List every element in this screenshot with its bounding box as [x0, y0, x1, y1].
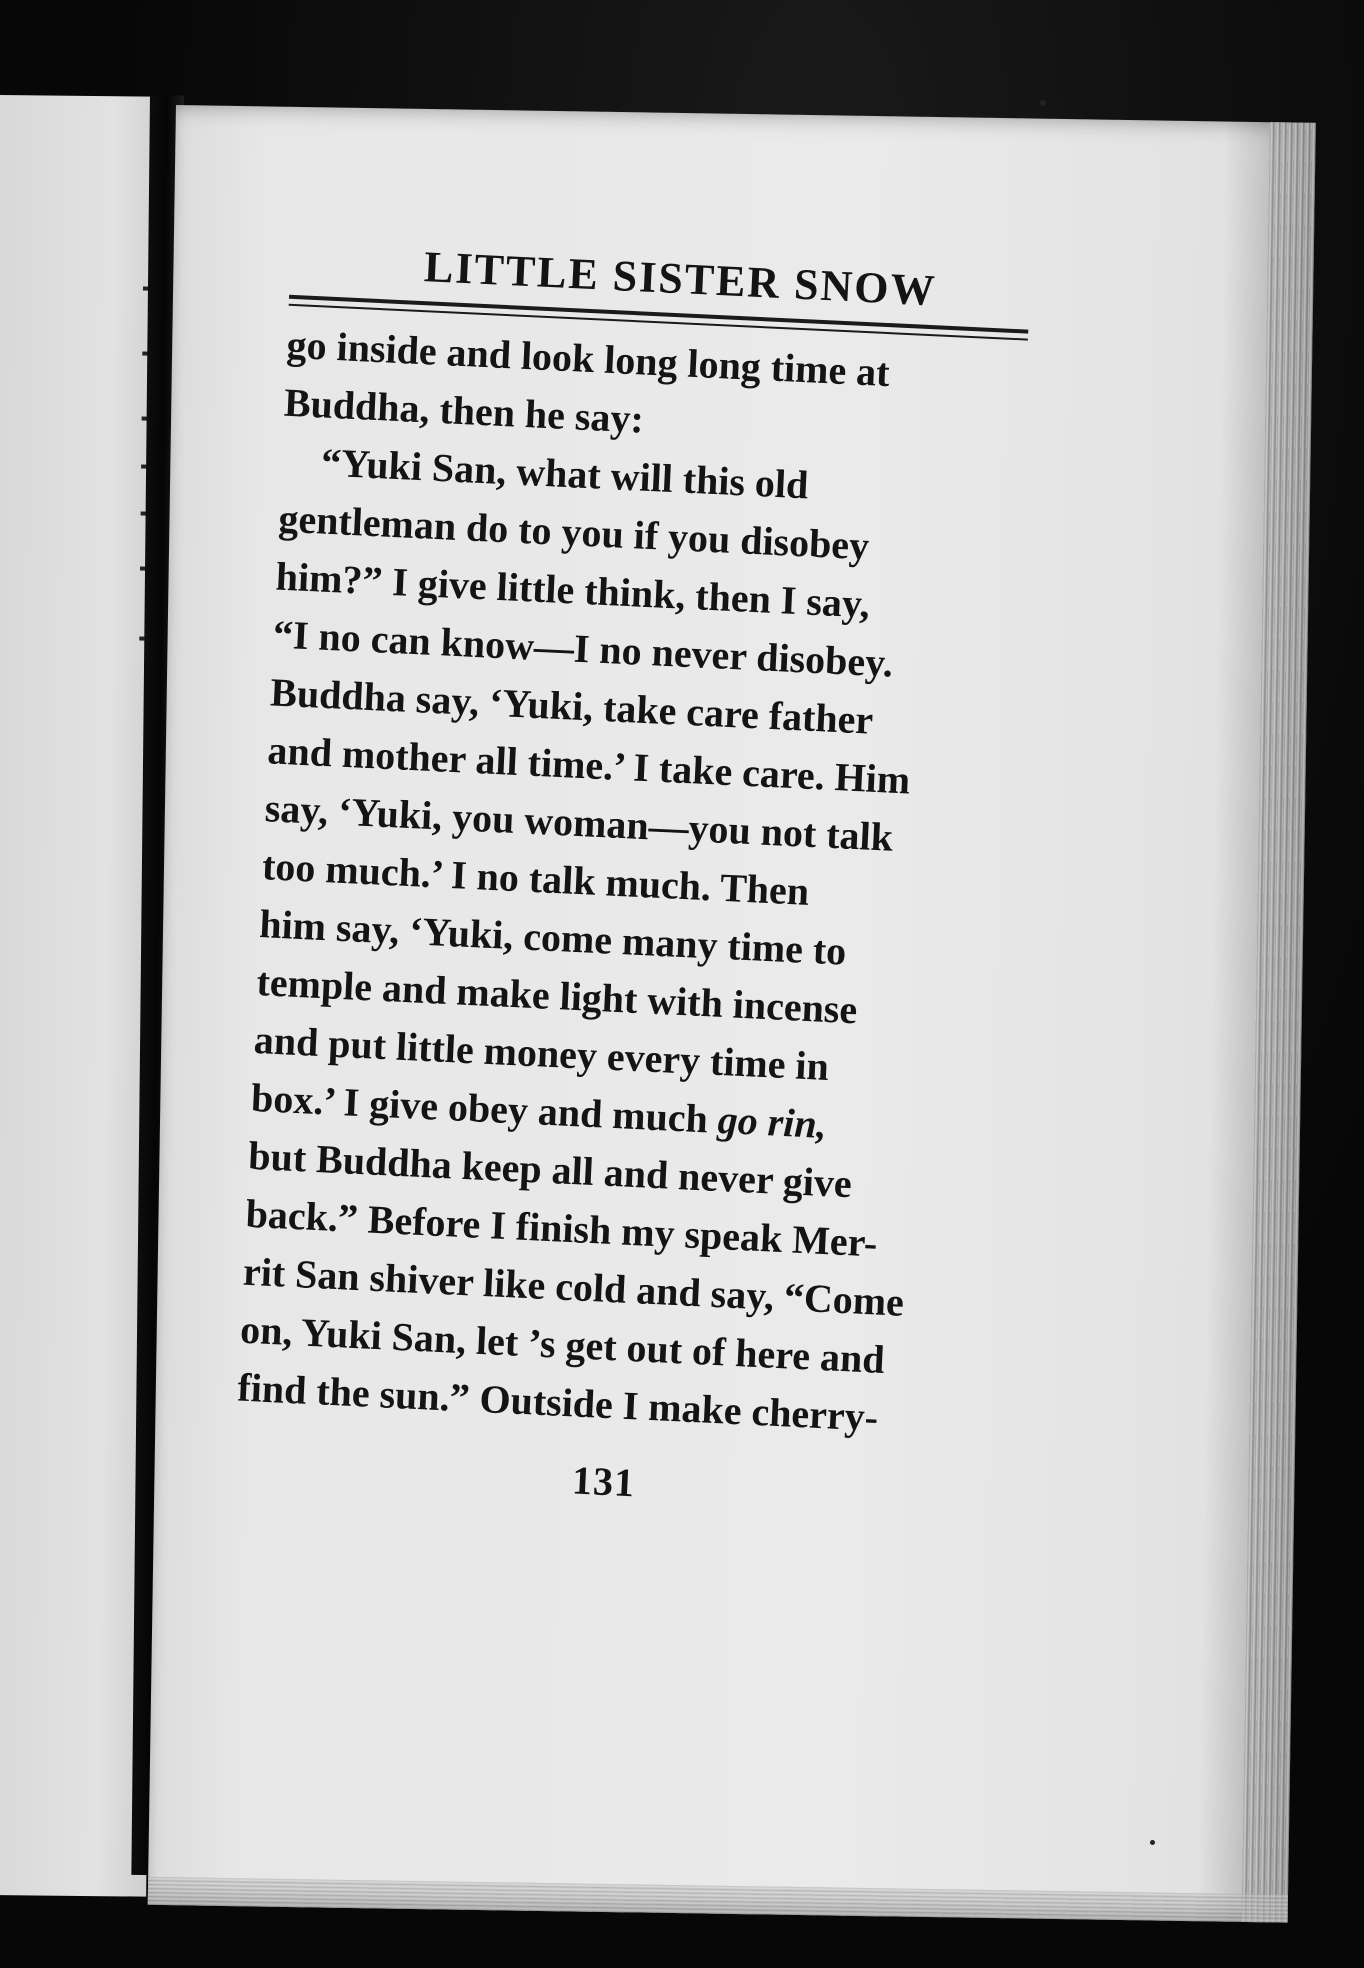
text-line: and mother all time.’ I take care. Him: [266, 727, 912, 803]
text-line: Buddha say, ‘Yuki, take care father: [269, 669, 875, 743]
text-line: “I no can know—I no never disobey.: [272, 611, 895, 686]
page-content: [233, 235, 1031, 1522]
running-head: LITTLE SISTER SNOW: [423, 242, 938, 316]
text-line: Buddha, then he say:: [283, 379, 645, 442]
dust-speck: [1150, 1840, 1155, 1845]
text-line: back.” Before I finish my speak Mer-: [244, 1190, 879, 1266]
text-line: too much.’ I no talk much. Then: [261, 843, 811, 914]
text-line: “Yuki San, what will this old: [320, 439, 810, 508]
italic-phrase: go rin,: [716, 1096, 828, 1147]
text-line: him say, ‘Yuki, come many time to: [258, 901, 848, 974]
text-line: go inside and look long long time at: [285, 321, 891, 396]
text-line: say, ‘Yuki, you woman—you not talk: [263, 785, 895, 860]
page-number: 131: [571, 1457, 637, 1506]
body-text: [236, 316, 1027, 1452]
text-line: rit San shiver like cold and say, “Come: [242, 1248, 905, 1325]
text-line: on, Yuki San, let ’s get out of here and: [239, 1306, 886, 1382]
text-line: temple and make light with incense: [255, 959, 859, 1033]
text-fragment: box.’ I give obey and much: [250, 1074, 719, 1142]
text-line: find the sun.” Outside I make cherry-: [236, 1364, 880, 1440]
dust-speck: [1040, 100, 1046, 106]
text-line: but Buddha keep all and never give: [247, 1132, 853, 1207]
book-page: [148, 105, 1316, 1923]
text-line: him?” I give little think, then I say,: [274, 553, 871, 627]
text-line: gentleman do to you if you disobey: [277, 495, 871, 569]
text-line: and put little money every time in: [252, 1016, 830, 1090]
